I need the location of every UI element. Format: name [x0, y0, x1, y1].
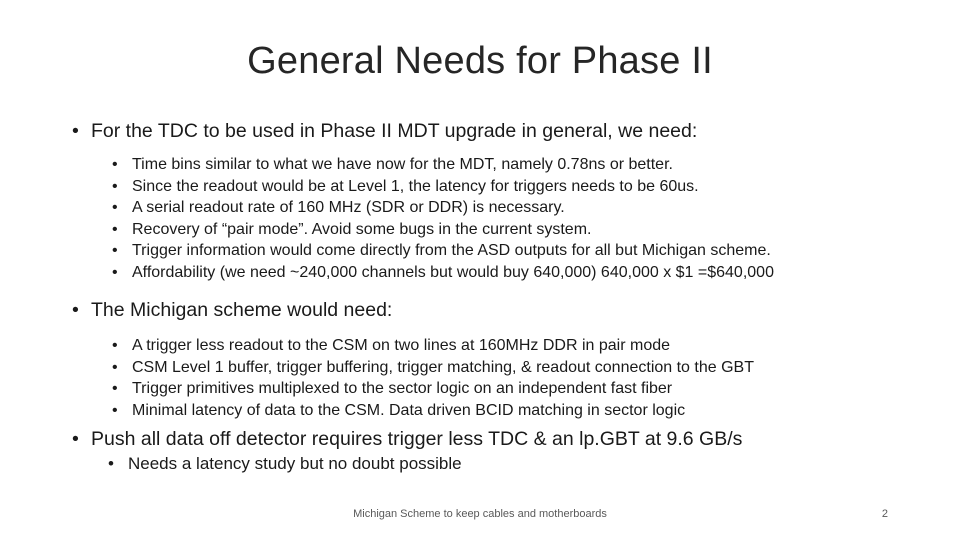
list-item [112, 240, 774, 262]
bullet-icon: • [108, 454, 114, 473]
list-item [112, 400, 754, 422]
list-item-text: Minimal latency of data to the CSM. Data driven BCID matching in sector logic [132, 401, 686, 419]
list-item [112, 176, 774, 198]
list-item-text: A trigger less readout to the CSM on two lines at 160MHz DDR in pair mode [132, 337, 671, 354]
bullet-icon: • [112, 401, 118, 419]
section-heading-text: For the TDC to be used in Phase II MDT upgrade in general, we need: [91, 120, 698, 142]
bullet-icon: • [112, 242, 118, 259]
section-list [112, 335, 754, 421]
list-item-text: Since the readout would be at Level 1, the latency for triggers needs to be 60us. [132, 177, 699, 195]
section-heading [72, 428, 742, 451]
section-heading-text: The Michigan scheme would need: [91, 299, 393, 321]
bullet-icon: • [112, 156, 118, 173]
list-item [112, 197, 774, 219]
list-item-text: Needs a latency study but no doubt possible [128, 454, 462, 473]
section-heading [72, 120, 697, 143]
bullet-icon: • [112, 380, 118, 397]
bullet-icon: • [72, 428, 79, 450]
list-item [112, 262, 774, 284]
list-item [112, 378, 754, 400]
slide-title: General Needs for Phase II [247, 40, 713, 82]
page-number: 2 [881, 508, 888, 520]
section-list [112, 154, 774, 283]
bullet-icon: • [112, 199, 118, 216]
list-item-text: Recovery of “pair mode”. Avoid some bugs in the current system. [132, 220, 592, 238]
list-item [108, 453, 462, 475]
list-item-text: Time bins similar to what we have now for the MDT, namely 0.78ns or better. [132, 156, 673, 173]
bullet-icon: • [112, 358, 118, 376]
list-item-text: CSM Level 1 buffer, trigger buffering, trigger matching, & readout connection to the GBT [132, 358, 754, 376]
list-item [112, 154, 774, 176]
list-item [112, 357, 754, 379]
list-item-text: Affordability (we need ~240,000 channels but would buy 640,000) 640,000 x $1 =$640,000 [132, 263, 774, 281]
bullet-icon: • [72, 120, 79, 142]
list-item-text: Trigger primitives multiplexed to the sector logic on an independent fast fiber [132, 380, 673, 397]
section-heading-text: Push all data off detector requires trigger less TDC & an lp.GBT at 9.6 GB/s [91, 428, 743, 450]
list-item-text: A serial readout rate of 160 MHz (SDR or DDR) is necessary. [132, 199, 565, 216]
bullet-icon: • [112, 220, 118, 238]
bullet-icon: • [112, 177, 118, 195]
list-item [112, 219, 774, 241]
section-list [108, 453, 462, 475]
bullet-icon: • [112, 337, 118, 354]
bullet-icon: • [72, 299, 79, 321]
section-heading [72, 299, 392, 322]
bullet-icon: • [112, 263, 118, 281]
list-item-text: Trigger information would come directly from the ASD outputs for all but Michigan scheme. [132, 242, 771, 259]
footer-text: Michigan Scheme to keep cables and motherboards [353, 508, 607, 520]
list-item [112, 335, 754, 357]
